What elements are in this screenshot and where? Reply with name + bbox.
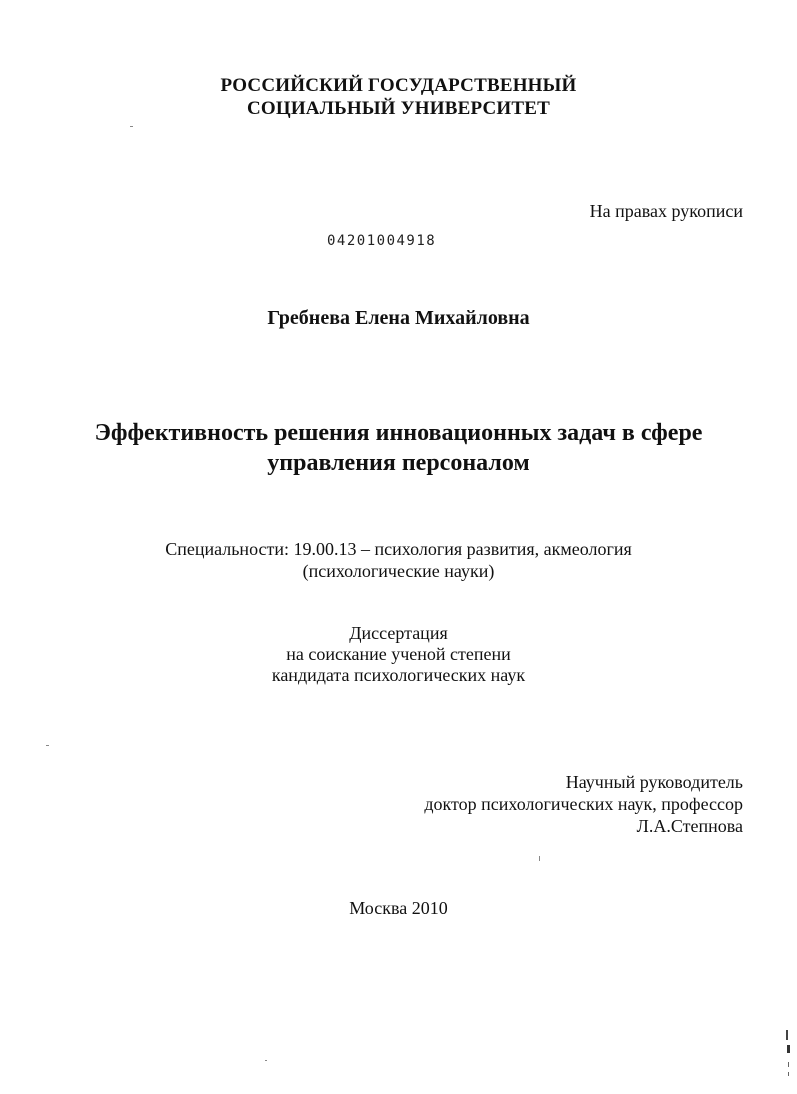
specialty-block [0,538,797,582]
degree-line-2: на соискание ученой степени [286,644,511,664]
scan-speck [539,856,540,861]
degree-line-3: кандидата психологических наук [271,665,526,685]
city-year: Москва 2010 [349,898,448,918]
dissertation-title [0,418,797,478]
specialty-line-2: (психологические науки) [302,561,495,581]
advisor-line-3: Л.А.Степнова [636,816,743,836]
scientific-advisor-block [424,771,743,837]
specialty-line-1: Специальности: 19.00.13 – психология развития, акмеология [165,539,632,559]
scan-edge-mark [788,1072,789,1076]
dissertation-title-line-1: Эффективность решения инновационных задач в сфере [94,420,703,446]
degree-line-1: Диссертация [349,623,448,643]
advisor-line-2: доктор психологических наук, профессор [424,794,743,814]
university-name [0,74,797,120]
catalog-code: 04201004918 [327,233,437,249]
scan-speck [265,1060,267,1061]
advisor-line-1: Научный руководитель [565,772,743,792]
university-name-line-1: РОССИЙСКИЙ ГОСУДАРСТВЕННЫЙ [220,75,577,96]
university-name-line-2: СОЦИАЛЬНЫЙ УНИВЕРСИТЕТ [246,98,551,119]
author-name: Гребнева Елена Михайловна [267,307,530,329]
scan-speck [130,126,133,127]
scan-edge-mark [788,1062,789,1067]
degree-block [0,623,797,686]
dissertation-title-line-2: управления персоналом [267,450,530,476]
scan-edge-mark [787,1045,790,1053]
manuscript-rights-note: На правах рукописи [589,201,743,221]
scan-edge-mark [786,1030,788,1040]
scan-speck [46,745,49,746]
